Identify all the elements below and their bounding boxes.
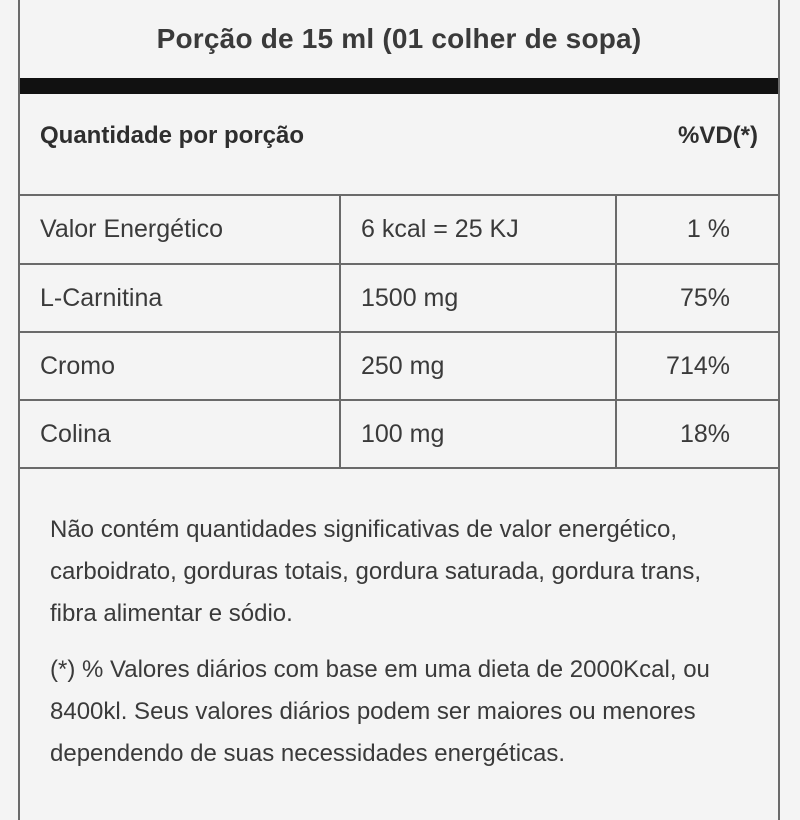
not-significant-note: Não contém quantidades significativas de valor energético, carboidrato, gorduras totais, gordura saturada, gordura trans, fibra alimentar e sódio. — [50, 516, 702, 627]
nutrient-amount: 6 kcal = 25 KJ — [340, 196, 616, 264]
nutrient-name: Colina — [20, 400, 340, 468]
daily-values-note: (*) % Valores diários com base em uma dieta de 2000Kcal, ou 8400kl. Seus valores diários podem ser maiores ou menores dependendo de suas necessidades energéticas. — [50, 656, 710, 767]
nutrient-name: L-Carnitina — [20, 264, 340, 332]
nutrition-table — [20, 196, 778, 469]
nutrient-amount: 1500 mg — [340, 264, 616, 332]
nutrient-dv: 75% — [616, 264, 778, 332]
nutrient-amount: 250 mg — [340, 332, 616, 400]
footnotes — [20, 469, 778, 775]
nutrient-dv: 714% — [616, 332, 778, 400]
table-header — [20, 94, 778, 196]
quantity-per-serving-label: Quantidade por porção — [40, 122, 305, 149]
daily-value-label: %VD(*) — [677, 122, 758, 149]
nutrient-name: Cromo — [20, 332, 340, 400]
nutrient-amount: 100 mg — [340, 400, 616, 468]
table-row — [20, 400, 778, 468]
serving-size: Porção de 15 ml (01 colher de sopa) — [156, 23, 642, 54]
nutrient-name: Valor Energético — [20, 196, 340, 264]
nutrient-dv: 1 % — [616, 196, 778, 264]
nutrition-facts-panel — [18, 0, 780, 820]
divider-bar — [20, 78, 778, 94]
nutrient-dv: 18% — [616, 400, 778, 468]
table-row — [20, 332, 778, 400]
table-row — [20, 264, 778, 332]
table-row — [20, 196, 778, 264]
